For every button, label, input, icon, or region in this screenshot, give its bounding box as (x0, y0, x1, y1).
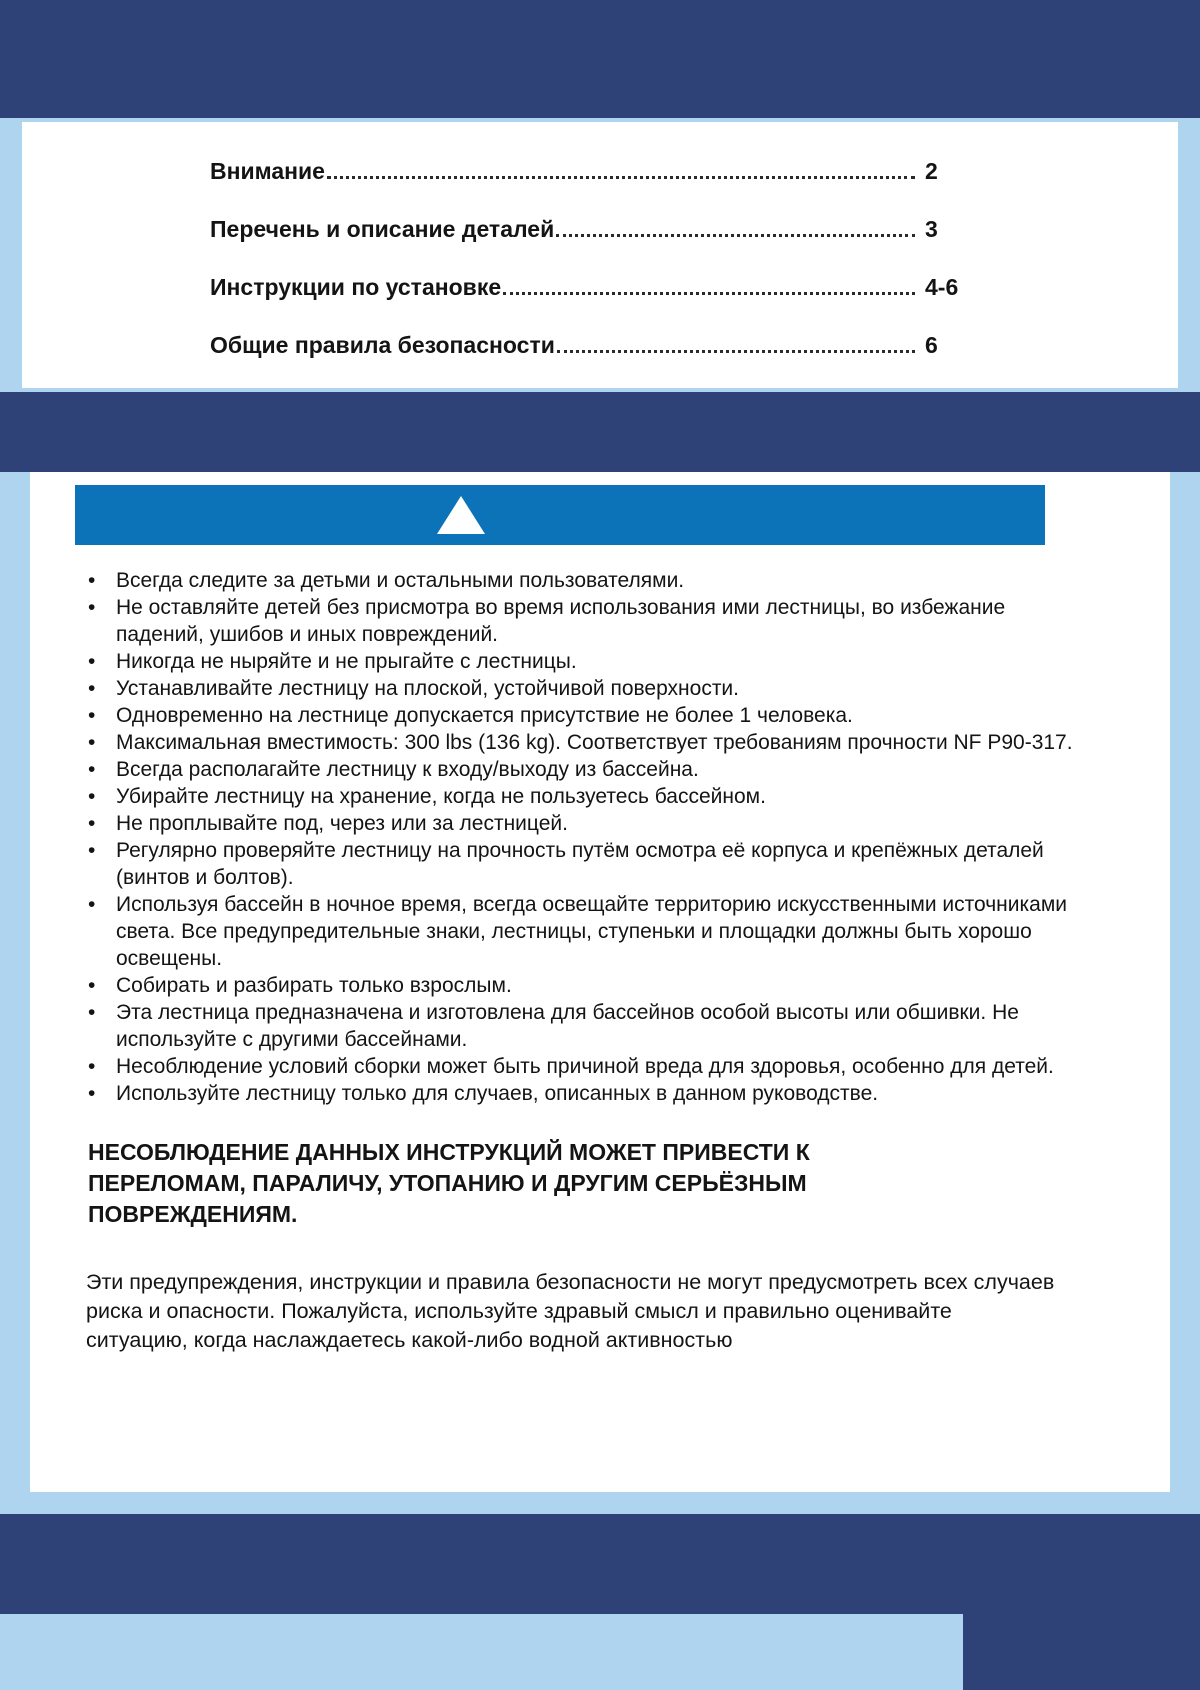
list-item (88, 756, 1078, 783)
toc-dotted-leader (327, 176, 915, 179)
toc-dotted-leader (556, 234, 915, 237)
toc-dotted-leader (557, 350, 915, 353)
bullet-text: Всегда следите за детьми и остальными пользователями. (116, 569, 685, 592)
top-banner (0, 0, 1200, 118)
closing-paragraph: Эти предупреждения, инструкции и правила безопасности не могут предусмотреть всех случаев риска и опасности. Пожалуйста, используйте здравый смысл и правильно оценивайте ситуацию, когда наслаждаетесь какой-либо водной активностью (86, 1270, 1055, 1352)
bullet-text: Никогда не ныряйте и не прыгайте с лестницы. (116, 650, 577, 673)
bullet-dot: • (88, 974, 96, 997)
bullet-text: Собирать и разбирать только взрослым. (116, 974, 512, 997)
bullet-dot: • (88, 704, 96, 727)
bullet-text: Убирайте лестницу на хранение, когда не пользуетесь бассейном. (116, 785, 766, 808)
bullet-dot: • (88, 731, 96, 754)
bullet-text: Одновременно на лестнице допускается присутствие не более 1 человека. (116, 704, 853, 727)
bullet-dot: • (88, 569, 96, 592)
warning-statement: НЕСОБЛЮДЕНИЕ ДАННЫХ ИНСТРУКЦИЙ МОЖЕТ ПРИВЕСТИ К ПЕРЕЛОМАМ, ПАРАЛИЧУ, УТОПАНИЮ И ДРУГИМ СЕРЬЁЗНЫМ ПОВРЕЖДЕНИЯМ. (88, 1139, 810, 1227)
list-item (88, 675, 1078, 702)
bullet-text: Не проплывайте под, через или за лестницей. (116, 812, 568, 835)
warning-header-bar (75, 485, 1045, 545)
toc-entry-label: Перечень и описание деталей (210, 216, 555, 242)
bullet-dot: • (88, 893, 96, 916)
bullet-dot: • (88, 1001, 96, 1024)
safety-bullet-list (30, 567, 1170, 1107)
list-item (88, 567, 1078, 594)
list-item (88, 999, 1078, 1053)
bullet-text: Используйте лестницу только для случаев, описанных в данном руководстве. (116, 1082, 879, 1105)
bullet-dot: • (88, 650, 96, 673)
toc-entry (210, 216, 973, 274)
toc-list (210, 158, 973, 390)
bullet-dot: • (88, 812, 96, 835)
table-of-contents (22, 122, 1178, 388)
list-item (88, 810, 1078, 837)
bullet-text: Максимальная вместимость: 300 lbs (136 kg). Соответствует требованиям прочности NF P90-317. (116, 731, 1073, 754)
toc-entry (210, 332, 973, 390)
toc-entry-page: 3 (925, 216, 938, 242)
list-item (88, 972, 1078, 999)
toc-entry (210, 274, 973, 332)
toc-entry-page: 2 (925, 158, 938, 184)
bullet-text: Регулярно проверяйте лестницу на прочность путём осмотра её корпуса и крепёжных деталей (винтов и болтов). (116, 839, 1044, 889)
toc-entry-label: Инструкции по установке (210, 274, 502, 300)
toc-dotted-leader (503, 292, 915, 295)
list-item (88, 783, 1078, 810)
toc-entry (210, 158, 973, 216)
bullet-text: Используя бассейн в ночное время, всегда освещайте территорию искусственными источниками света. Все предупредительные знаки, лестницы, ступеньки и площадки должны быть хорошо освещены. (116, 893, 1068, 970)
list-item (88, 729, 1078, 756)
list-item (88, 594, 1078, 648)
bullet-dot: • (88, 1082, 96, 1105)
bullet-text: Эта лестница предназначена и изготовлена для бассейнов особой высоты или обшивки. Не используйте с другими бассейнами. (116, 1001, 1019, 1051)
list-item (88, 648, 1078, 675)
bullet-dot: • (88, 677, 96, 700)
list-item (88, 1080, 1078, 1107)
list-item (88, 891, 1078, 972)
safety-section (30, 472, 1170, 1492)
toc-entry-page: 4-6 (925, 274, 959, 300)
list-item (88, 837, 1078, 891)
bullet-dot: • (88, 596, 96, 619)
bottom-left-patch (0, 1614, 963, 1690)
bullet-dot: • (88, 785, 96, 808)
list-item (88, 702, 1078, 729)
bullet-text: Устанавливайте лестницу на плоской, устойчивой поверхности. (116, 677, 739, 700)
bullet-text: Всегда располагайте лестницу к входу/выходу из бассейна. (116, 758, 699, 781)
bullet-dot: • (88, 1055, 96, 1078)
bullet-dot: • (88, 758, 96, 781)
bullet-dot: • (88, 839, 96, 862)
toc-entry-label: Общие правила безопасности (210, 332, 555, 358)
warning-triangle-icon (437, 496, 485, 534)
toc-entry-label: Внимание (210, 158, 325, 184)
bullet-text: Несоблюдение условий сборки может быть причиной вреда для здоровья, особенно для детей. (116, 1055, 1054, 1078)
bullet-text: Не оставляйте детей без присмотра во время использования ими лестницы, во избежание падений, ушибов и иных повреждений. (116, 596, 1006, 646)
section-divider-banner (0, 392, 1200, 472)
toc-entry-page: 6 (925, 332, 938, 358)
list-item (88, 1053, 1078, 1080)
